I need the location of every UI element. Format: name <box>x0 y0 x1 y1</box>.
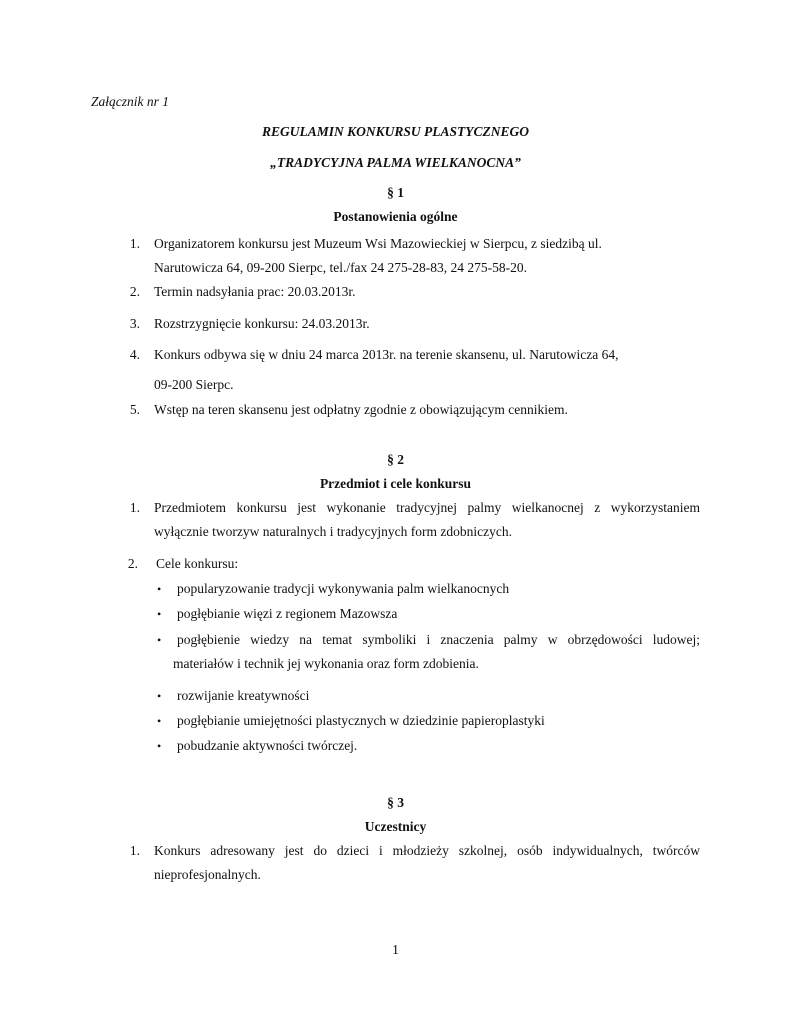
goal-2: pogłębianie więzi z regionem Mazowsza <box>177 606 398 621</box>
section-1-item-4-line-2: 09-200 Sierpc. <box>154 377 234 392</box>
section-1-heading: Postanowienia ogólne <box>333 209 458 224</box>
section-2-heading: Przedmiot i cele konkursu <box>319 476 472 491</box>
bullet-icon: • <box>157 714 162 728</box>
page-number: 1 <box>392 943 399 958</box>
section-2-item-1-line-1: Przedmiotem konkursu jest wykonanie tradycyjnej palmy wielkanocnej z wykorzystaniem <box>154 500 700 515</box>
goal-5: pogłębianie umiejętności plastycznych w dziedzinie papieroplastyki <box>177 713 545 728</box>
section-2-item-2-line-1: Cele konkursu: <box>156 556 239 571</box>
section-2-item-2-number: 2. <box>127 556 138 571</box>
section-1-item-4-number: 4. <box>129 347 140 362</box>
goal-3-line-2: materiałów i technik jej wykonania oraz form zdobienia. <box>173 656 479 671</box>
section-1-item-3-line-1: Rozstrzygnięcie konkursu: 24.03.2013r. <box>154 316 370 331</box>
bullet-icon: • <box>157 633 162 647</box>
section-1-item-4-line-1: Konkurs odbywa się w dniu 24 marca 2013r. na terenie skansenu, ul. Narutowicza 64, <box>154 347 619 362</box>
section-3-item-1-number: 1. <box>129 843 140 858</box>
section-2-item-1-line-2: wyłącznie tworzyw naturalnych i tradycyjnych form zdobniczych. <box>154 524 512 539</box>
section-1-item-2-line-1: Termin nadsyłania prac: 20.03.2013r. <box>154 284 356 299</box>
section-2-number: § 2 <box>387 452 404 467</box>
bullet-icon: • <box>157 689 162 703</box>
section-2-item-1-number: 1. <box>129 500 140 515</box>
goal-3-line-1: pogłębienie wiedzy na temat symboliki i znaczenia palmy w obrzędowości ludowej; <box>177 632 700 647</box>
section-3-item-1-line-1: Konkurs adresowany jest do dzieci i młodzieży szkolnej, osób indywidualnych, twórców <box>154 843 700 858</box>
section-1-item-2-number: 2. <box>129 284 140 299</box>
contest-name: „TRADYCYJNA PALMA WIELKANOCNA” <box>270 155 521 170</box>
section-1-item-3-number: 3. <box>129 316 140 331</box>
section-1-number: § 1 <box>387 185 404 200</box>
document-title: REGULAMIN KONKURSU PLASTYCZNEGO <box>261 124 530 139</box>
goal-4: rozwijanie kreatywności <box>177 688 310 703</box>
section-1-item-1-line-1: Organizatorem konkursu jest Muzeum Wsi Mazowieckiej w Sierpcu, z siedzibą ul. <box>154 236 602 251</box>
section-1-item-5-line-1: Wstęp na teren skansenu jest odpłatny zgodnie z obowiązującym cennikiem. <box>154 402 568 417</box>
annex-label: Załącznik nr 1 <box>91 94 170 109</box>
section-3-heading: Uczestnicy <box>364 819 427 834</box>
bullet-icon: • <box>157 739 162 753</box>
bullet-icon: • <box>157 582 162 596</box>
bullet-icon: • <box>157 607 162 621</box>
goal-1: popularyzowanie tradycji wykonywania palm wielkanocnych <box>177 581 510 596</box>
section-1-item-1-number: 1. <box>129 236 140 251</box>
section-1-item-5-number: 5. <box>129 402 140 417</box>
section-1-item-1-line-2: Narutowicza 64, 09-200 Sierpc, tel./fax 24 275-28-83, 24 275-58-20. <box>154 260 528 275</box>
goal-6: pobudzanie aktywności twórczej. <box>177 738 358 753</box>
section-3-number: § 3 <box>387 795 404 810</box>
section-3-item-1-line-2: nieprofesjonalnych. <box>154 867 261 882</box>
